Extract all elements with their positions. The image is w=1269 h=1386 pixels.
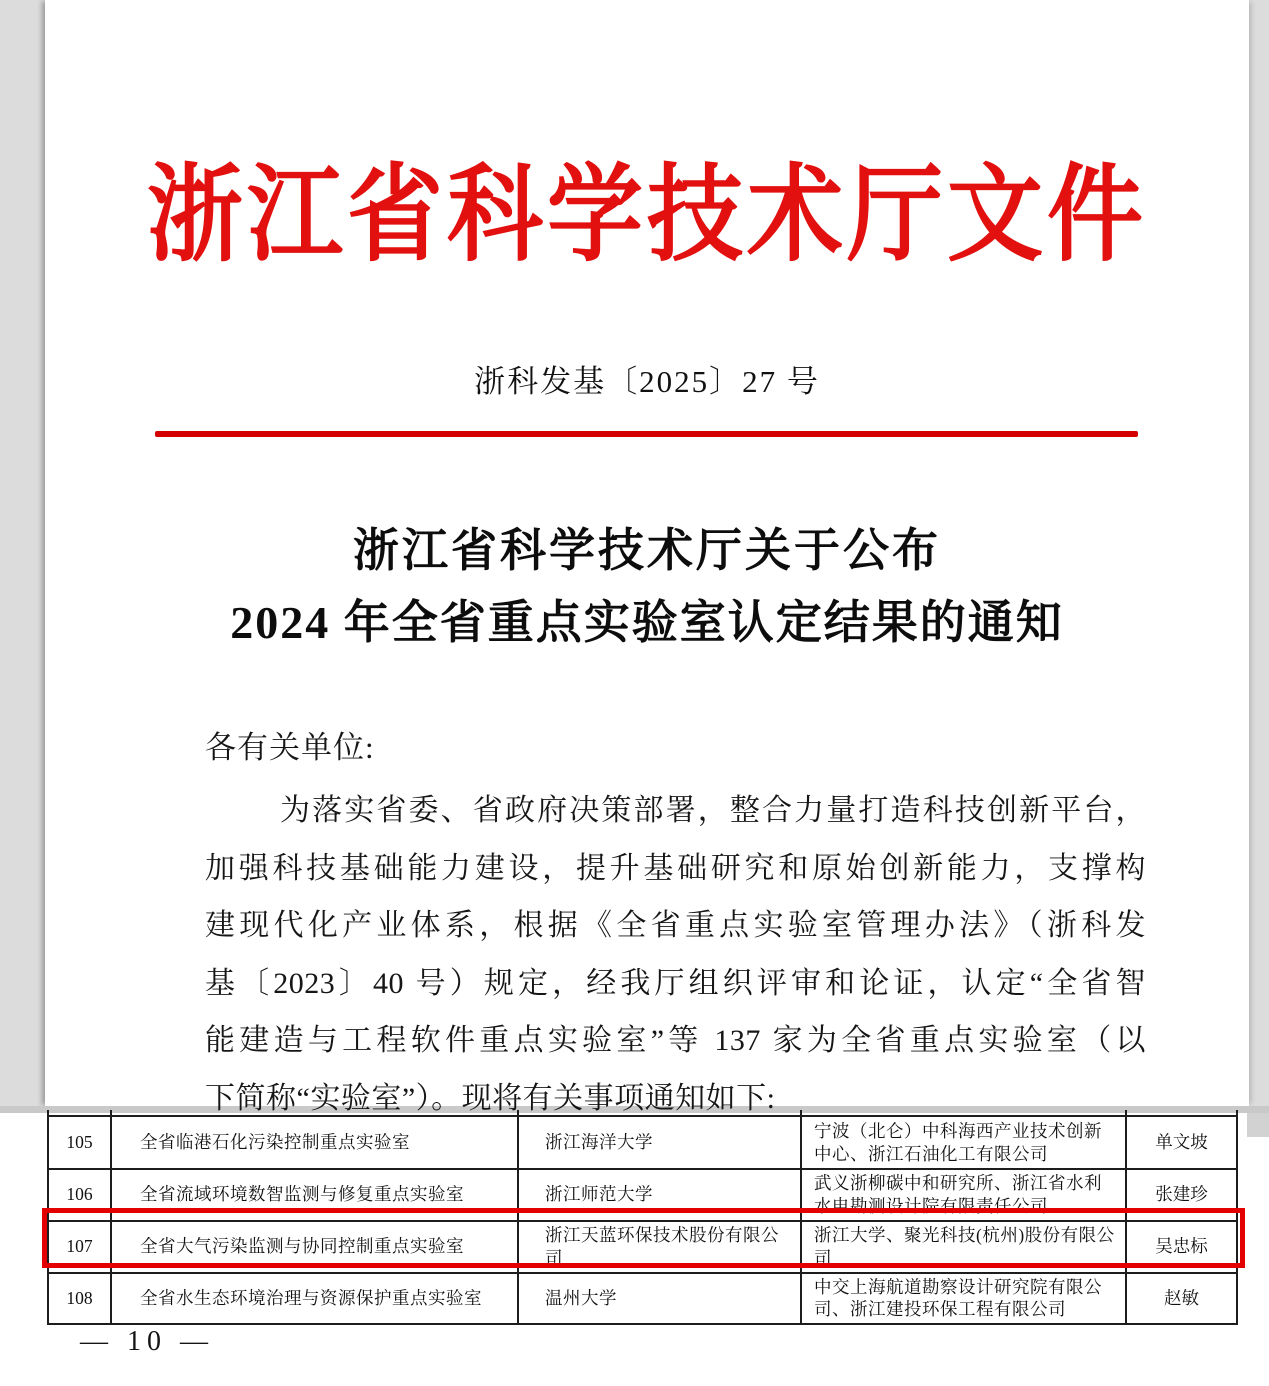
table-row <box>48 1273 1237 1325</box>
notice-title-line1: 浙江省科学技术厅关于公布 <box>353 525 941 576</box>
lab-name: 全省临港石化污染控制重点实验室 <box>111 1116 518 1169</box>
salutation: 各有关单位: <box>205 730 375 765</box>
document-number: 浙科发基〔2025〕27 号 <box>474 364 820 399</box>
body-paragraph <box>205 782 1146 1127</box>
table-row <box>48 1116 1237 1169</box>
row-number: 106 <box>48 1169 111 1221</box>
lab-name: 全省大气污染监测与协同控制重点实验室 <box>111 1221 518 1273</box>
partner-units: 浙江大学、聚光科技(杭州)股份有限公司 <box>801 1221 1126 1273</box>
lab-name: 全省流域环境数智监测与修复重点实验室 <box>111 1169 518 1221</box>
director-name: 赵敏 <box>1126 1273 1237 1325</box>
table-row <box>48 1169 1237 1221</box>
body-line: 下简称“实验室”）。现将有关事项通知如下: <box>205 1081 776 1115</box>
row-number: 105 <box>48 1116 111 1169</box>
agency-header-title: 浙江省科学技术厅文件 <box>147 156 1147 275</box>
body-line: 基〔2023〕40 号）规定，经我厅组织评审和论证，认定“全省智 <box>205 966 1146 1000</box>
host-unit: 温州大学 <box>518 1273 801 1325</box>
host-unit: 浙江天蓝环保技术股份有限公司 <box>518 1221 801 1273</box>
body-line: 能建造与工程软件重点实验室”等 137 家为全省重点实验室（以 <box>205 1024 1146 1057</box>
director-name: 单文坡 <box>1126 1116 1237 1169</box>
host-unit: 浙江海洋大学 <box>518 1116 801 1169</box>
lab-name: 全省水生态环境治理与资源保护重点实验室 <box>111 1273 518 1325</box>
body-line: 建现代化产业体系，根据《全省重点实验室管理办法》（浙科发 <box>205 909 1146 942</box>
body-line: 加强科技基础能力建设，提升基础研究和原始创新能力，支撑构 <box>205 851 1146 885</box>
director-name: 张建珍 <box>1126 1169 1237 1221</box>
partner-units: 中交上海航道勘察设计研究院有限公司、浙江建投环保工程有限公司 <box>801 1273 1126 1325</box>
row-number: 108 <box>48 1273 111 1325</box>
director-name: 吴忠标 <box>1126 1221 1237 1273</box>
table-row-highlighted <box>48 1221 1237 1273</box>
page-number: — 10 — <box>80 1326 214 1357</box>
notice-title-line2: 2024 年全省重点实验室认定结果的通知 <box>230 597 1064 648</box>
notice-title <box>45 525 1249 648</box>
red-divider-rule <box>155 431 1138 437</box>
host-unit: 浙江师范大学 <box>518 1169 801 1221</box>
partner-units: 宁波（北仑）中科海西产业技术创新中心、浙江石油化工有限公司 <box>801 1116 1126 1169</box>
partner-units: 武义浙柳碳中和研究所、浙江省水利水电勘测设计院有限责任公司 <box>801 1169 1126 1221</box>
row-number: 107 <box>48 1221 111 1273</box>
key-labs-table <box>47 1110 1238 1325</box>
body-line: 为落实省委、省政府决策部署，整合力量打造科技创新平台， <box>280 794 1146 827</box>
corner-margin-patch <box>1247 1113 1269 1137</box>
